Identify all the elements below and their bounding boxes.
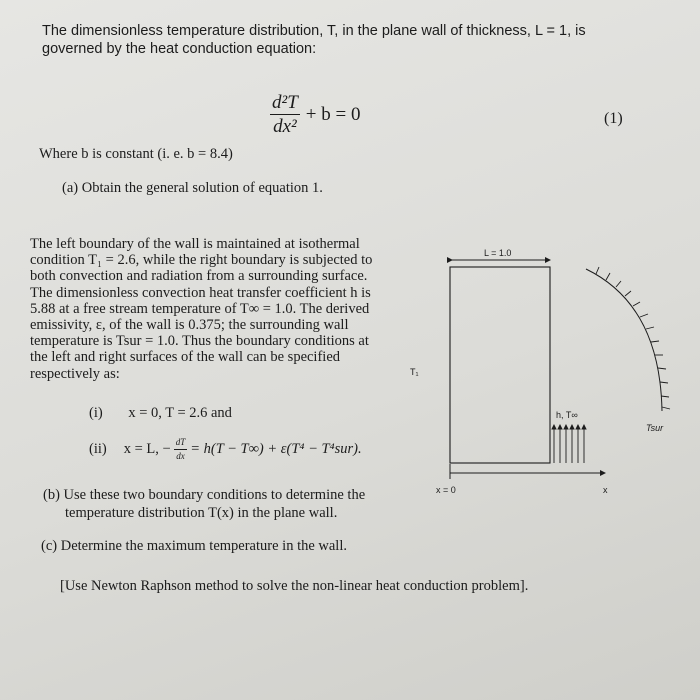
condition-ii-label: (ii) <box>89 441 107 457</box>
paragraph-line: The left boundary of the wall is maintained at isothermal <box>30 236 360 252</box>
surrounding-surface-arc <box>586 269 662 411</box>
paragraph-line: respectively as: <box>30 365 120 382</box>
condition-i-text: x = 0, T = 2.6 and <box>128 405 232 421</box>
part-b-line-2: temperature distribution T(x) in the plane wall. <box>65 505 338 521</box>
part-c: (c) Determine the maximum temperature in the wall. <box>41 538 347 554</box>
condition-ii-rest: = h(T − T∞) + ε(T⁴ − T⁴sur). <box>190 441 362 457</box>
condition-ii <box>89 438 362 461</box>
where-text: Where b is constant (i. e. b = 8.4) <box>39 146 233 162</box>
intro-text <box>42 22 682 58</box>
x-label: x <box>603 485 608 495</box>
length-label: L = 1.0 <box>484 248 512 258</box>
heat-equation <box>270 93 360 136</box>
condition-i <box>89 405 232 422</box>
paragraph-line: 5.88 at a free stream temperature of T∞ = 1.0. The derived <box>30 300 370 317</box>
paragraph-line: temperature is Tsur = 1.0. Thus the boundary conditions at <box>30 333 369 350</box>
x0-label: x = 0 <box>436 485 456 495</box>
equation-rest: + b = 0 <box>305 103 361 125</box>
paragraph-line: both convection and radiation from a surrounding surface. <box>30 268 368 285</box>
dT-numerator: dT <box>174 438 188 450</box>
paragraph-line: the left and right surfaces of the wall can be specified <box>30 349 341 366</box>
equation-number: (1) <box>604 110 623 127</box>
part-b <box>43 486 365 522</box>
dT-dx-fraction <box>174 438 188 461</box>
condition-i-label: (i) <box>89 405 103 421</box>
paragraph-line: emissivity, ε, of the wall is 0.375; the surrounding wall <box>30 317 349 334</box>
equation-numerator: d²T <box>272 92 298 113</box>
paragraph-line: The dimensionless convection heat transfer coefficient h is <box>30 284 371 301</box>
boundary-paragraph <box>30 236 402 382</box>
equation-denominator: dx² <box>273 116 297 137</box>
newton-raphson-note: [Use Newton Raphson method to solve the non-linear heat conduction problem]. <box>60 578 529 594</box>
condition-ii-prefix: x = L, − <box>123 441 171 457</box>
part-b-line-1: (b) Use these two boundary conditions to determine the <box>43 487 366 503</box>
t1-label: T₁ <box>410 367 419 377</box>
intro-line-2: governed by the heat conduction equation: <box>42 41 317 57</box>
dx-denominator: dx <box>176 451 185 461</box>
wall-rectangle <box>450 267 550 463</box>
equation-fraction <box>270 93 300 136</box>
surrounding-surface-hatching <box>596 267 670 409</box>
tsur-label: Tsur <box>646 423 664 433</box>
convection-label: h, T∞ <box>556 410 578 420</box>
convection-arrows <box>552 425 586 463</box>
plane-wall-diagram <box>400 235 700 505</box>
part-a: (a) Obtain the general solution of equation 1. <box>62 180 323 196</box>
intro-line-1: The dimensionless temperature distribution, T, in the plane wall of thickness, L = 1, is <box>42 23 586 39</box>
paragraph-line: condition T₁ = 2.6, while the right boundary is subjected to <box>30 252 373 269</box>
